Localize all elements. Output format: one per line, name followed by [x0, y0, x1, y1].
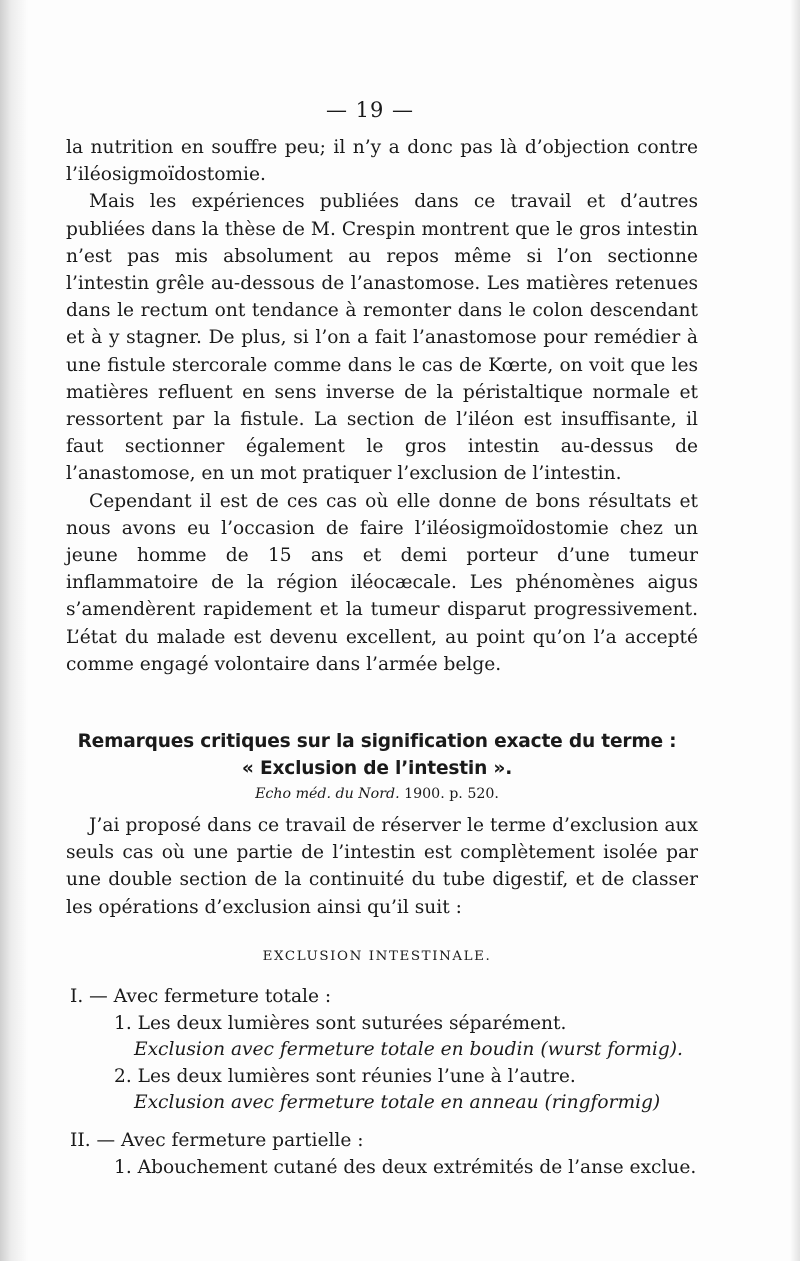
outline-part-2	[70, 1128, 710, 1181]
outline-item-1-1-note: Exclusion avec fermeture totale en boudin (wurst formig).	[134, 1039, 683, 1060]
section-heading-line1: Remarques critiques sur la signification exacte du terme :	[77, 731, 677, 752]
outline-part-1-label: I. — Avec fermeture totale :	[70, 986, 332, 1007]
page-number: — 19 —	[325, 98, 415, 122]
citation-year-page: 1900. p. 520.	[399, 786, 499, 802]
classification-title: EXCLUSION INTESTINALE.	[262, 949, 492, 964]
paragraph-continuation: la nutrition en souffre peu; il n’y a donc pas là d’objection contre l’iléosigmoïdostomie.	[66, 137, 698, 186]
outline-item-2-1: 1. Abouchement cutané des deux extrémités de l’anse exclue.	[114, 1156, 697, 1178]
page-edge	[790, 0, 800, 1261]
outline-item-1-1: 1. Les deux lumières sont suturées séparément.	[114, 1012, 567, 1034]
paragraph-case-report: Cependant il est de ces cas où elle donne de bons résultats et nous avons eu l’occasion de faire l’iléosigmoïdostomie chez un jeune homme de 15 ans et demi porteur d’une tumeur inflammatoire de la région iléocæcale. Les phénomènes aigus s’amendèrent rapidement et la tumeur disparut progressivement. L’état du malade est devenu excellent, au point qu’on l’a accepté comme engagé volontaire dans l’armée belge.	[66, 490, 698, 675]
citation	[66, 784, 688, 804]
outline-item-1-2-note: Exclusion avec fermeture totale en anneau (ringformig)	[134, 1092, 661, 1113]
outline-item-1-2: 2. Les deux lumières sont réunies l’une à l’autre.	[114, 1065, 576, 1087]
binding-shadow	[0, 0, 28, 1261]
paragraph-experiences: Mais les expériences publiées dans ce travail et d’autres publiées dans la thèse de M. Crespin montrent que le gros intestin n’est pas mis absolument au repos même si l’on sectionne l’intestin grêle au-dessous de l’anastomose. Les matières retenues dans le rectum ont tendance à remonter dans le colon descendant et à y stagner. De plus, si l’on a fait l’anastomose pour remédier à une fistule stercorale comme dans le cas de Kœrte, on voit que les matières refluent en sens inverse de la péristaltique normale et ressortent par la fistule. La section de l’iléon est insuffisante, il faut sectionner également le gros intestin au-dessus de l’anastomose, en un mot pratiquer l’exclusion de l’intestin.	[66, 191, 698, 485]
body-text-top	[66, 134, 698, 678]
outline-part-1	[70, 984, 710, 1117]
body-text-classification	[66, 812, 698, 921]
citation-journal: Echo méd. du Nord.	[255, 786, 400, 802]
outline-part-2-label: II. — Avec fermeture partielle :	[70, 1130, 364, 1151]
paragraph-classification: J’ai proposé dans ce travail de réserver le terme d’exclusion aux seuls cas où une partie de l’intestin est complètement isolée par une double section de la continuité du tube digestif, et de classer les opérations d’exclusion ainsi qu’il suit :	[66, 815, 698, 918]
section-heading-line2: « Exclusion de l’intestin ».	[241, 758, 513, 779]
